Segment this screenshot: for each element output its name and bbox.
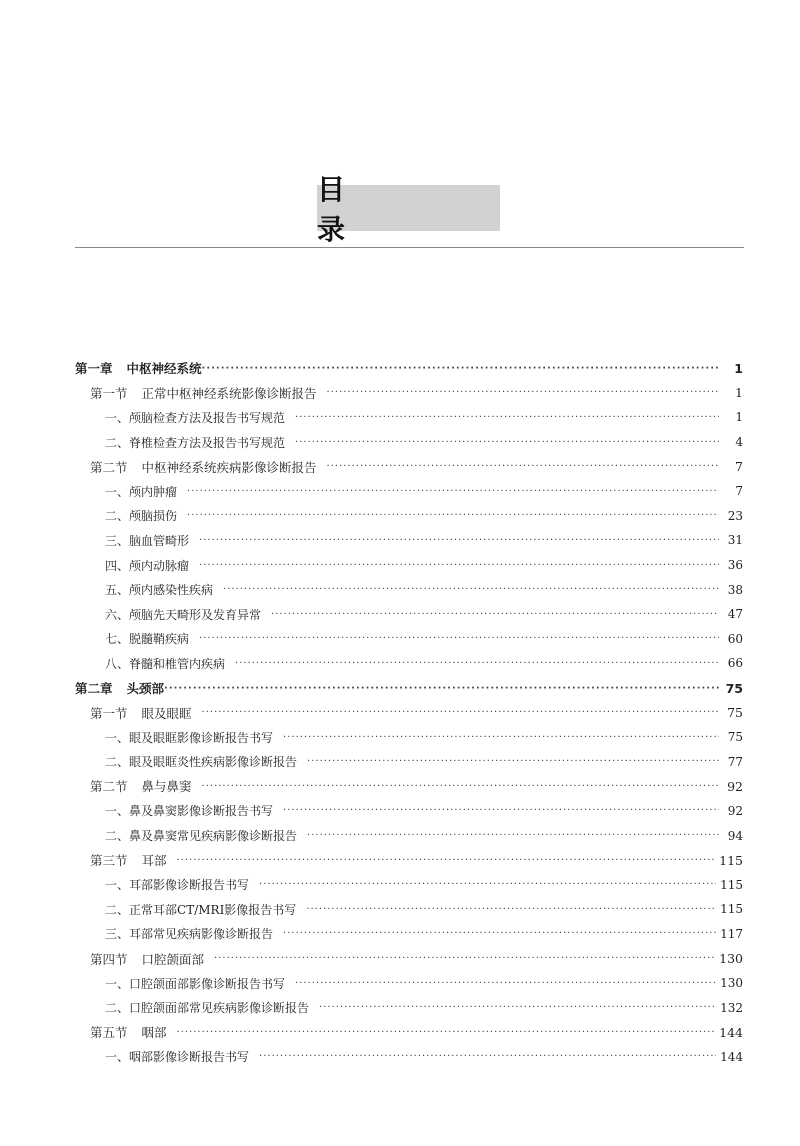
toc-entry-label: 脑血管畸形 bbox=[129, 533, 190, 548]
toc-subsection-entry[interactable] bbox=[75, 504, 743, 529]
toc-page-number: 38 bbox=[727, 582, 743, 597]
toc-entry-number: 三、 bbox=[105, 533, 130, 548]
toc-dot-leader bbox=[199, 633, 719, 644]
toc-entry-label: 脊椎检查方法及报告书写规范 bbox=[129, 435, 286, 450]
toc-entry-number: 第二章 bbox=[75, 681, 113, 697]
toc-subsection-entry[interactable] bbox=[75, 971, 743, 996]
toc-dot-leader bbox=[327, 461, 719, 472]
toc-entry-label: 颅脑先天畸形及发育异常 bbox=[129, 607, 262, 622]
title-divider bbox=[75, 247, 744, 248]
toc-page-number: 1 bbox=[734, 360, 743, 376]
toc-subsection-entry[interactable] bbox=[75, 1045, 743, 1070]
toc-entry-number: 第三节 bbox=[90, 853, 128, 869]
toc-dot-leader bbox=[214, 953, 715, 964]
toc-subsection-entry[interactable] bbox=[75, 651, 743, 676]
toc-page-number: 47 bbox=[727, 607, 743, 622]
toc-page-number: 1 bbox=[735, 385, 743, 401]
toc-entry-number: 第一节 bbox=[90, 705, 128, 721]
toc-page-number: 7 bbox=[735, 459, 743, 475]
toc-entry-number: 一、 bbox=[105, 976, 130, 991]
toc-dot-leader bbox=[202, 363, 719, 374]
page-title: 目 录 bbox=[317, 173, 478, 246]
toc-entry-label: 正常耳部CT/MRI影像报告书写 bbox=[129, 902, 297, 917]
toc-entry-label: 口腔颌面部常见疾病影像诊断报告 bbox=[129, 1001, 310, 1016]
toc-entry-label: 鼻及鼻窦常见疾病影像诊断报告 bbox=[129, 829, 298, 844]
toc-entry-number: 八、 bbox=[105, 656, 130, 671]
toc-section-entry[interactable] bbox=[75, 381, 743, 406]
toc-dot-leader bbox=[164, 683, 719, 694]
toc-entry-label: 头颈部 bbox=[126, 681, 165, 697]
toc-section-entry[interactable] bbox=[75, 454, 743, 479]
toc-subsection-entry[interactable] bbox=[75, 922, 743, 947]
toc-page-number: 115 bbox=[719, 852, 743, 868]
toc-page-number: 4 bbox=[735, 435, 743, 450]
toc-dot-leader bbox=[295, 412, 719, 423]
toc-subsection-entry[interactable] bbox=[75, 725, 743, 750]
toc-subsection-entry[interactable] bbox=[75, 479, 743, 504]
toc-section-entry[interactable] bbox=[75, 700, 743, 725]
toc-dot-leader bbox=[199, 535, 719, 546]
toc-page-number: 36 bbox=[727, 558, 743, 573]
toc-page-number: 92 bbox=[727, 803, 743, 818]
toc-entry-label: 眼及眼眶 bbox=[141, 705, 192, 721]
toc-subsection-entry[interactable] bbox=[75, 602, 743, 627]
toc-entry-number: 七、 bbox=[105, 632, 130, 647]
toc-page-number: 23 bbox=[727, 508, 743, 523]
toc-entry-number: 二、 bbox=[105, 755, 130, 770]
toc-entry-label: 咽部影像诊断报告书写 bbox=[129, 1050, 250, 1065]
toc-subsection-entry[interactable] bbox=[75, 553, 743, 578]
toc-dot-leader bbox=[307, 830, 719, 841]
toc-dot-leader bbox=[283, 732, 719, 743]
toc-subsection-entry[interactable] bbox=[75, 799, 743, 824]
toc-subsection-entry[interactable] bbox=[75, 872, 743, 897]
toc-page-number: 130 bbox=[720, 976, 743, 991]
toc-entry-label: 正常中枢神经系统影像诊断报告 bbox=[141, 385, 317, 401]
table-of-contents bbox=[75, 356, 743, 1069]
toc-page-number: 31 bbox=[727, 533, 743, 548]
toc-subsection-entry[interactable] bbox=[75, 995, 743, 1020]
toc-subsection-entry[interactable] bbox=[75, 405, 743, 430]
toc-page-number: 75 bbox=[727, 705, 743, 721]
toc-subsection-entry[interactable] bbox=[75, 528, 743, 553]
toc-entry-number: 六、 bbox=[105, 607, 130, 622]
toc-page-number: 1 bbox=[735, 410, 743, 425]
toc-entry-number: 一、 bbox=[105, 730, 130, 745]
toc-dot-leader bbox=[202, 707, 719, 718]
toc-entry-label: 鼻及鼻窦影像诊断报告书写 bbox=[129, 804, 274, 819]
toc-chapter-entry[interactable] bbox=[75, 356, 743, 381]
toc-page-number: 75 bbox=[725, 680, 743, 696]
toc-entry-label: 颅内感染性疾病 bbox=[129, 583, 214, 598]
toc-page-number: 115 bbox=[720, 902, 743, 917]
toc-dot-leader bbox=[283, 928, 716, 939]
toc-entry-label: 中枢神经系统疾病影像诊断报告 bbox=[141, 459, 317, 475]
toc-entry-label: 脱髓鞘疾病 bbox=[129, 632, 190, 647]
toc-entry-number: 二、 bbox=[105, 902, 130, 917]
toc-entry-number: 一、 bbox=[105, 1050, 130, 1065]
toc-section-entry[interactable] bbox=[75, 848, 743, 873]
toc-entry-number: 三、 bbox=[105, 927, 130, 942]
toc-page-number: 144 bbox=[720, 1049, 743, 1064]
toc-entry-number: 二、 bbox=[105, 435, 130, 450]
toc-dot-leader bbox=[199, 560, 719, 571]
toc-page-number: 60 bbox=[727, 631, 743, 646]
toc-entry-number: 第四节 bbox=[90, 951, 128, 967]
toc-entry-label: 颅内肿瘤 bbox=[129, 484, 178, 499]
toc-entry-number: 第二节 bbox=[90, 779, 128, 795]
toc-page-number: 92 bbox=[727, 778, 743, 794]
toc-page-number: 77 bbox=[727, 754, 743, 769]
toc-dot-leader bbox=[177, 855, 716, 866]
toc-chapter-entry[interactable] bbox=[75, 676, 743, 701]
toc-entry-label: 咽部 bbox=[141, 1025, 167, 1041]
toc-entry-number: 四、 bbox=[105, 558, 130, 573]
toc-page-number: 75 bbox=[727, 730, 743, 745]
toc-entry-number: 一、 bbox=[105, 484, 130, 499]
toc-entry-number: 第一节 bbox=[90, 385, 128, 401]
toc-entry-number: 第一章 bbox=[75, 361, 113, 377]
toc-subsection-entry[interactable] bbox=[75, 897, 743, 922]
toc-entry-label: 脊髓和椎管内疾病 bbox=[129, 656, 226, 671]
toc-section-entry[interactable] bbox=[75, 1020, 743, 1045]
toc-dot-leader bbox=[259, 879, 716, 890]
toc-entry-label: 眼及眼眶影像诊断报告书写 bbox=[129, 730, 274, 745]
toc-entry-number: 第二节 bbox=[90, 459, 128, 475]
toc-dot-leader bbox=[259, 1051, 716, 1062]
toc-dot-leader bbox=[283, 805, 719, 816]
toc-dot-leader bbox=[307, 756, 719, 767]
toc-page-number: 115 bbox=[720, 877, 743, 892]
toc-entry-label: 鼻与鼻窦 bbox=[141, 779, 192, 795]
toc-entry-number: 一、 bbox=[105, 804, 130, 819]
toc-dot-leader bbox=[177, 1027, 716, 1038]
toc-dot-leader bbox=[235, 658, 719, 669]
toc-page-number: 117 bbox=[720, 926, 743, 941]
toc-dot-leader bbox=[319, 1002, 716, 1013]
toc-dot-leader bbox=[295, 437, 719, 448]
toc-dot-leader bbox=[295, 978, 716, 989]
toc-entry-number: 第五节 bbox=[90, 1025, 128, 1041]
toc-subsection-entry[interactable] bbox=[75, 627, 743, 652]
toc-page-number: 130 bbox=[719, 951, 743, 967]
toc-entry-label: 口腔颌面部 bbox=[141, 951, 205, 967]
title-banner bbox=[317, 173, 500, 246]
toc-dot-leader bbox=[327, 387, 719, 398]
toc-entry-label: 耳部 bbox=[141, 853, 167, 869]
toc-dot-leader bbox=[187, 486, 719, 497]
toc-subsection-entry[interactable] bbox=[75, 823, 743, 848]
toc-dot-leader bbox=[187, 510, 719, 521]
toc-entry-number: 五、 bbox=[105, 583, 130, 598]
toc-entry-label: 眼及眼眶炎性疾病影像诊断报告 bbox=[129, 755, 298, 770]
toc-page-number: 132 bbox=[720, 1000, 743, 1015]
toc-subsection-entry[interactable] bbox=[75, 577, 743, 602]
toc-entry-label: 颅脑损伤 bbox=[129, 509, 178, 524]
toc-dot-leader bbox=[223, 584, 719, 595]
toc-page-number: 66 bbox=[727, 656, 743, 671]
toc-subsection-entry[interactable] bbox=[75, 430, 743, 455]
toc-dot-leader bbox=[202, 781, 719, 792]
toc-entry-number: 二、 bbox=[105, 1001, 130, 1016]
toc-entry-number: 二、 bbox=[105, 509, 130, 524]
toc-section-entry[interactable] bbox=[75, 946, 743, 971]
toc-page-number: 144 bbox=[719, 1024, 743, 1040]
toc-subsection-entry[interactable] bbox=[75, 750, 743, 775]
toc-entry-label: 耳部影像诊断报告书写 bbox=[129, 878, 250, 893]
toc-entry-label: 颅内动脉瘤 bbox=[129, 558, 190, 573]
toc-entry-label: 口腔颌面部影像诊断报告书写 bbox=[129, 976, 286, 991]
toc-entry-number: 二、 bbox=[105, 829, 130, 844]
toc-page-number: 94 bbox=[727, 828, 743, 843]
toc-entry-number: 一、 bbox=[105, 878, 130, 893]
toc-entry-label: 耳部常见疾病影像诊断报告 bbox=[129, 927, 274, 942]
toc-dot-leader bbox=[271, 609, 719, 620]
toc-entry-label: 中枢神经系统 bbox=[126, 361, 202, 377]
toc-entry-number: 一、 bbox=[105, 410, 130, 425]
toc-dot-leader bbox=[306, 904, 716, 915]
toc-page-number: 7 bbox=[735, 484, 743, 499]
toc-entry-label: 颅脑检查方法及报告书写规范 bbox=[129, 410, 286, 425]
toc-section-entry[interactable] bbox=[75, 774, 743, 799]
